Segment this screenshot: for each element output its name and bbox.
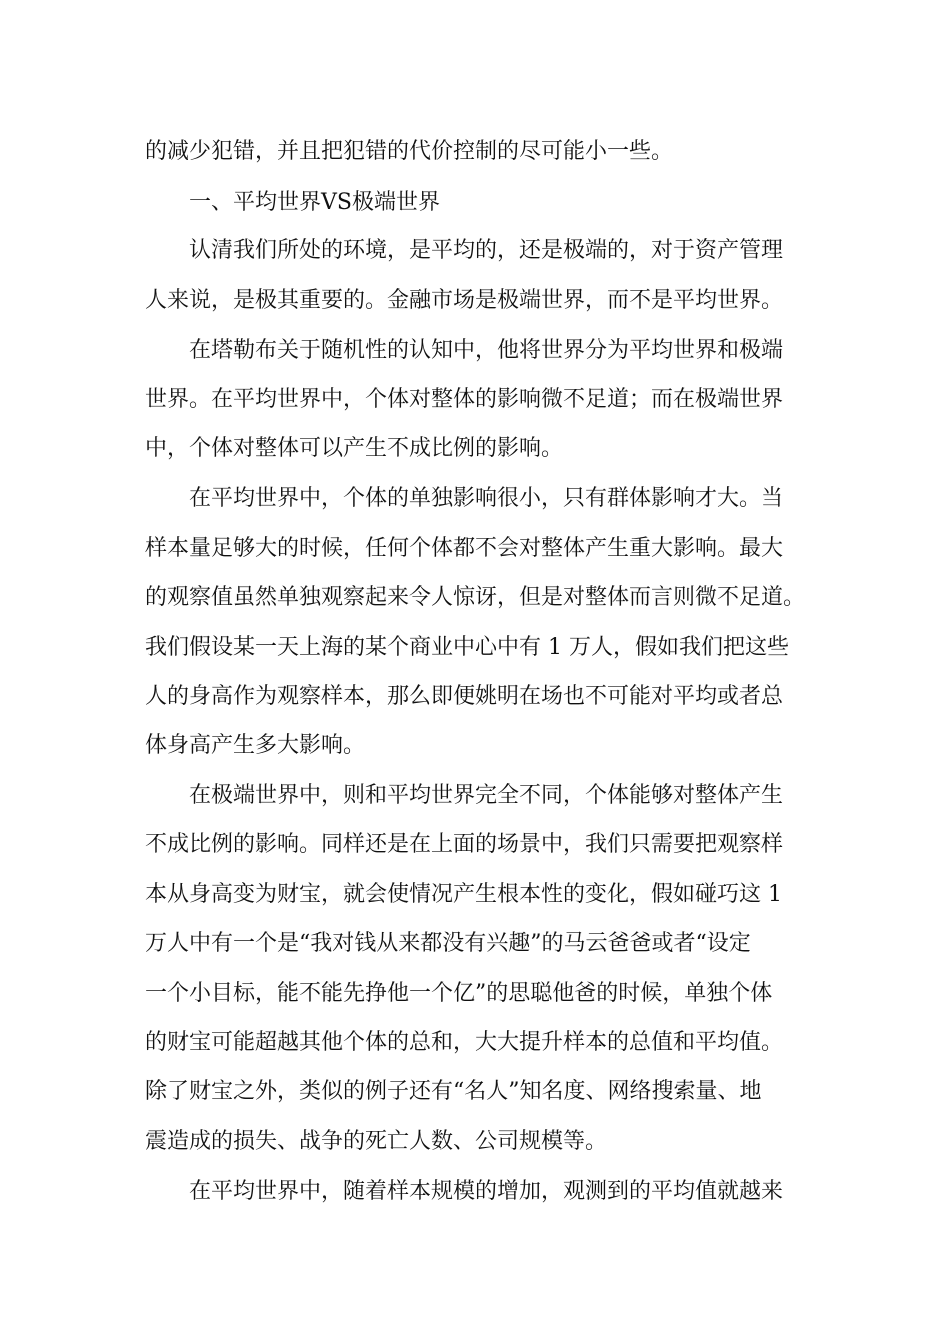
text-line: 不成比例的影响。同样还是在上面的场景中，我们只需要把观察样	[145, 832, 784, 857]
text-line: 中，个体对整体可以产生不成比例的影响。	[145, 436, 564, 461]
text-line: 样本量足够大的时候，任何个体都不会对整体产生重大影响。最大	[145, 536, 784, 561]
text-line: 在平均世界中，个体的单独影响很小，只有群体影响才大。当	[189, 486, 784, 511]
text-line: 人来说，是极其重要的。金融市场是极端世界，而不是平均世界。	[145, 288, 784, 313]
text-line: 本从身高变为财宝，就会使情况产生根本性的变化，假如碰巧这 1	[145, 882, 782, 907]
text-line: 体身高产生多大影响。	[145, 733, 366, 758]
text-line: 的财宝可能超越其他个体的总和，大大提升样本的总值和平均值。	[145, 1030, 784, 1055]
text-line: 世界。在平均世界中，个体对整体的影响微不足道；而在极端世界	[145, 387, 784, 412]
text-line: 认清我们所处的环境，是平均的，还是极端的，对于资产管理	[189, 238, 784, 263]
text-line: 一个小目标，能不能先挣他一个亿”的思聪他爸的时候，单独个体	[145, 981, 773, 1006]
text-line: 在平均世界中，随着样本规模的增加，观测到的平均值就越来	[189, 1179, 784, 1204]
text-line: 我们假设某一天上海的某个商业中心中有 1 万人，假如我们把这些	[145, 635, 789, 660]
text-line: 除了财宝之外，类似的例子还有“名人”知名度、网络搜索量、地	[145, 1079, 762, 1104]
text-line: 人的身高作为观察样本，那么即便姚明在场也不可能对平均或者总	[145, 684, 784, 709]
text-line: 的减少犯错，并且把犯错的代价控制的尽可能小一些。	[145, 139, 674, 164]
text-line: 震造成的损失、战争的死亡人数、公司规模等。	[145, 1129, 608, 1154]
text-line: 在塔勒布关于随机性的认知中，他将世界分为平均世界和极端	[189, 338, 784, 363]
section-heading: 一、平均世界VS极端世界	[189, 190, 440, 215]
text-line: 在极端世界中，则和平均世界完全不同，个体能够对整体产生	[189, 783, 784, 808]
text-line: 万人中有一个是“我对钱从来都没有兴趣”的马云爸爸或者“设定	[145, 931, 751, 956]
text-line: 的观察值虽然单独观察起来令人惊讶，但是对整体而言则微不足道。	[145, 585, 806, 610]
